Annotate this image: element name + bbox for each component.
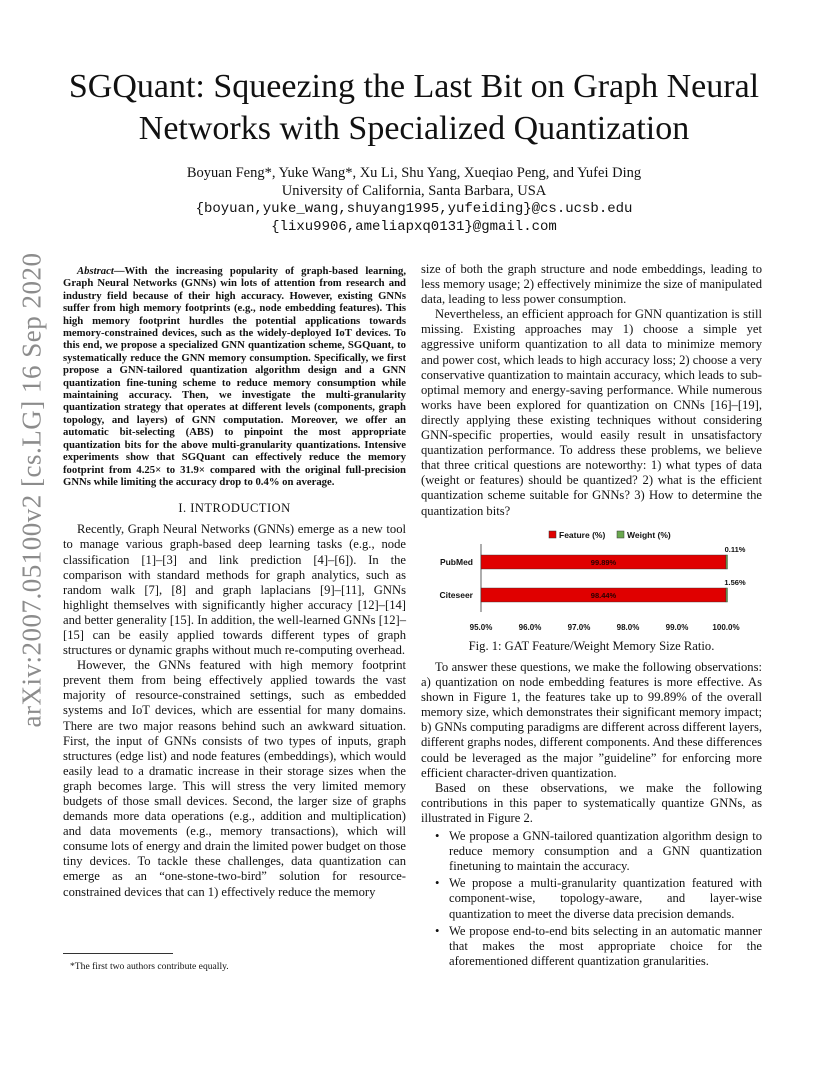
x-tick-label: 95.0% [469,623,493,632]
title-line-2: Networks with Specialized Quantization [138,110,690,147]
bar-segment [726,555,728,569]
legend-label: Weight (%) [627,530,671,540]
section-heading-introduction: I. INTRODUCTION [178,501,291,516]
abstract-text: —With the increasing popularity of graph-based learning, Graph Neural Networks (GNNs) win lots of attention from research and industry field because of their high accuracy. However, existing GNNs suffer from high memory footprints (e.g., node embedding features). This high memory footprint hurdles the potential applications towards memory-constrained devices, such as the widely-deployed IoT devices. To this end, we propose a specialized GNN quantization scheme, SGQuant, to systematically reduce the GNN memory consumption. Specifically, we first propose a GNN-tailored quantization algorithm design and a GNN quantization fine-tuning scheme to reduce memory consumption while maintaining accuracy. Then, we investigate the multi-granularity quantization strategy that operates at different levels (components, graph topology, and layers) of GNN computation. Moreover, we offer an automatic bit-selecting (ABS) to pinpoint the most appropriate quantization bits for the above multi-granularity quantizations. Intensive experiments show that SGQuant can effectively reduce the memory footprint from 4.25× to 31.9× compared with the original full-precision GNNs while limiting the accuracy drop to 0.4% on average. [63,265,406,488]
arxiv-identifier: arXiv:2007.05100v2 [cs.LG] 16 Sep 2020 [16,252,47,728]
category-label: Citeseer [439,590,473,600]
paper-title [60,66,768,150]
legend-swatch [549,531,556,538]
author-block [100,164,728,236]
stacked-bar-chart [421,528,762,638]
legend-swatch [617,531,624,538]
bar-segment [726,588,728,602]
data-label: 0.11% [724,545,746,554]
right-paragraph-3: Based on these observations, we make the following contributions in this paper to systematically quantize GNNs, as illustrated in Figure 2. [421,780,762,825]
email-line-1: {boyuan,yuke_wang,shuyang1995,yufeiding}@cs.ucsb.edu [195,201,633,217]
figure-1-chart [421,528,762,638]
intro-paragraph-1: Recently, Graph Neural Networks (GNNs) emerge as a new tool to manage various graph-based deep learning tasks (e.g., node classification [1]–[3] and link prediction [4]–[6]). In the comparison with standard methods for graph analytics, such as random walk [7], [8] and graph laplacians [9]–[11], GNNs highlight themselves with significantly higher accuracy [12]–[14] and better generality [15]. In addition, the well-learned GNNs [12]–[15] can be easily applied towards different types of graph structures or dynamic graphs without much re-computing overhead. [63,522,406,658]
footnote: *The first two authors contribute equally. [70,961,229,972]
right-column-top [421,262,762,519]
author-names: Boyuan Feng*, Yuke Wang*, Xu Li, Shu Yang, Xueqiao Peng, and Yufei Ding [186,165,642,181]
figure-1-caption: Fig. 1: GAT Feature/Weight Memory Size Ratio. [468,639,715,653]
abstract [63,265,406,488]
x-tick-label: 100.0% [712,623,740,632]
legend-label: Feature (%) [559,530,606,540]
email-line-2: {lixu9906,ameliapxq0131}@gmail.com [271,219,557,235]
x-tick-label: 98.0% [616,623,640,632]
left-column [63,265,406,900]
contribution-item: • We propose a GNN-tailored quantization algorithm design to reduce memory consumption and a GNN quantization finetuning to maintain the accuracy. [421,829,762,874]
right-column-bottom [421,660,762,971]
category-label: PubMed [439,557,473,567]
right-paragraph-continued: size of both the graph structure and node embeddings, leading to less memory usage; 2) effectively minimize the size of manipulated data, leading to less power consumption. [421,262,762,307]
data-label: 98.44% [590,591,617,600]
right-paragraph-1: Nevertheless, an efficient approach for GNN quantization is still missing. Existing approaches may 1) choose a simple yet aggressive uniform quantization to all data to minimize memory and power cost, which leads to high accuracy loss; 2) choose a very conservative quantization to maintain accuracy, which leads to sub-optimal memory and energy-saving performance. While numerous works have been explored for quantization on CNNs [16]–[19], directly applying these existing techniques without considering GNN-specific properties, would easily result in unsatisfactory quantization performance. To address these problems, we believe that three critical questions are noteworthy: 1) what types of data (weight or features) should be quantized? 2) what is the efficient quantization scheme suitable for GNNs? 3) How to determine the quantization bits? [421,307,762,518]
data-label: 1.56% [724,578,746,587]
x-tick-label: 97.0% [567,623,591,632]
arxiv-sidebar-stamp [12,252,52,728]
contribution-item: • We propose end-to-end bits selecting in an automatic manner that makes the most appropriate choice for the aforementioned different quantization granularities. [421,924,762,969]
footnote-rule [63,953,173,954]
right-paragraph-2: To answer these questions, we make the following observations: a) quantization on node embedding features is more effective. As shown in Figure 1, the features take up to 99.89% of the overall memory size, which demonstrates their significant memory impact; b) GNNs computing paradigms are different across different layers, different graphs nodes, different components. And these differences could be leveraged as the major ”guideline” for enforcing more efficient character-driven quantization. [421,660,762,780]
data-label: 99.89% [590,558,617,567]
title-line-1: SGQuant: Squeezing the Last Bit on Graph Neural [68,68,760,105]
x-tick-label: 99.0% [665,623,689,632]
affiliation: University of California, Santa Barbara, USA [281,183,547,199]
contribution-list [421,829,762,969]
x-tick-label: 96.0% [518,623,542,632]
abstract-label: Abstract [77,265,114,277]
intro-paragraph-2: However, the GNNs featured with high memory footprint prevent them from being effectively applied towards the vast majority of resource-constrained settings, such as embedded systems and IoT devices, which are essential for many domains. There are two major reasons behind such an awkward situation. First, the input of GNNs consists of two types of inputs, graph structures (edge list) and node features (embeddings), which would easily lead to a dramatic increase in their storage sizes when the graph becomes large. This will stress the very limited memory budgets of those small devices. Second, the larger size of graphs demands more data operations (e.g., addition and multiplication) and data movements (e.g., memory transactions), which will consume lots of energy and drain the limited power budget on those tiny devices. To tackle these challenges, data quantization can emerge as an “one-stone-two-bird” solution for resource-constrained devices that can 1) effectively reduce the memory [63,658,406,899]
contribution-item: • We propose a multi-granularity quantization featured with component-wise, topology-aware, and layer-wise quantization to meet the diverse data precision demands. [421,876,762,921]
